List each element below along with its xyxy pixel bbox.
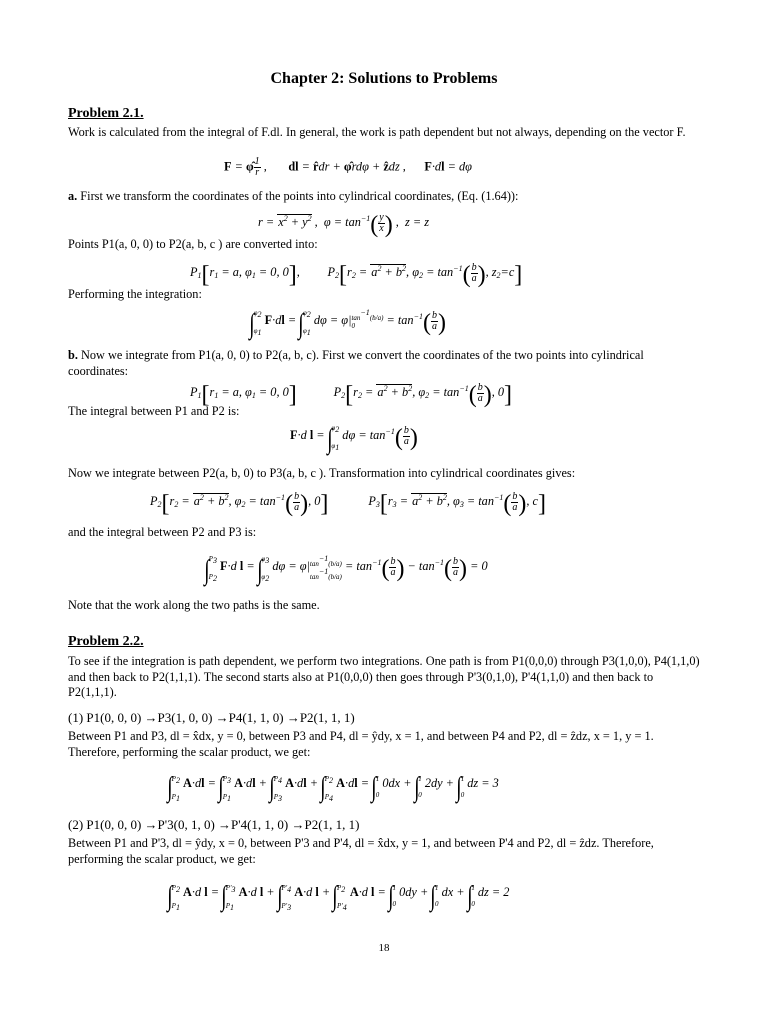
problem-2-1-part-b: [68, 348, 700, 379]
equation-field-definitions: F = φ̂ $\frac{1}{r}$ , dl = r̂dr + φ̂rdφ + ẑdz , F·dl = dφ: [224, 156, 472, 178]
equation-path-2: $\int P_2$ $P_1$ A·d $l = \int P'_3$ $P_1$ A·d $l + \int P'_4$ $P'_3$ A·d $l + \int P_2$ $P'_4$ A·d l = ∫1 0 0dy + ∫1 0 dx + ∫1 0 dz = 2: [167, 881, 510, 912]
problem-2-1-intro: Work is calculated from the integral of F.dl. In general, the work is path dependent but not always, depending on the vector F.: [68, 125, 686, 139]
equation-integral-p1-p2: F·d $l = \int\varphi_2$ $\varphi_1$ $d\varphi = \tan^{-1}$( $\frac{b}{a}$ ): [290, 424, 418, 455]
path-2-description: Between P1 and P'3, dl = ŷdy, x = 0, between P'3 and P'4, dl = x̂dx, y = 1, and between P'4 and P2, dl = ẑdz. Therefore, performing the scalar product, we get:: [68, 836, 654, 866]
equation-part-b-coordinates: $P_1[r_1 = a$, $\varphi_1 = 0$, 0] $P_2[r_2 = a^2 + b^2$, $\varphi_2 = \tan^{-1}$( $\frac{b}{a}$ ), 0]: [190, 381, 513, 408]
path-1-description: Between P1 and P3, dl = x̂dx, y = 0, between P3 and P4, dl = ŷdy, x = 1, and between P4 and P2, dl = ẑdz, x = 1, y = 1. Therefore, performing the scalar product, we get:: [68, 729, 654, 759]
problem-2-1-part-a: [68, 189, 700, 205]
path-1-label: (1) P1(0, 0, 0) →P3(1, 0, 0) →P4(1, 1, 0) →P2(1, 1, 1): [68, 710, 355, 725]
problem-2-1-heading: Problem 2.1.: [68, 106, 144, 121]
equation-points-converted: $P_1[r_1 = a$, $\varphi_1 = 0$, 0], $P_2[r_2 = a^2 + b^2$, $\varphi_2 = \tan^{-1}$( $\frac{b}{a}$ ), $z_2=c$]: [190, 261, 523, 288]
equation-integral-p2-p3: $\int P_3$ $P_2$ F·d $l = \int\varphi_3$ $\varphi_2$ $d\varphi = \varphi|\tan^{-1}(b/a)$ $\tan^{-1}(b/a) = \tan^{-1}$( $\frac{b}{a}$ ) − $\tan^{-1}$( $\frac{b}{a}$ ) = 0: [204, 554, 488, 586]
problem-2-2-heading: Problem 2.2.: [68, 634, 144, 649]
page-number: 18: [378, 942, 390, 954]
part-b-label: b.: [68, 348, 78, 362]
equation-integration-a: $\int\varphi_2$ $\varphi_1$ $F\cdot dl = \int\varphi_2$ $\varphi_1$ $d\varphi = \varphi|\tan^{-1}(b/a)$ $0 = \tan^{-1}$( $\frac{b}{a}$ ): [249, 308, 446, 340]
equation-cylindrical-transform: $r = x^2 + y^2$ , $\varphi = \tan^{-1}$( $\frac{y}{x}$ ) , z = z: [258, 211, 430, 238]
performing-integration-text: Performing the integration:: [68, 287, 202, 301]
problem-2-2-intro: To see if the integration is path dependent, we perform two integrations. One path is from P1(0,0,0) through P3(1,0,0), P4(1,1,0) and then back to P2(1,1,1). The second starts also at P1(0,0,0) then goes through P'3(0,1,0), P'4(1,1,0) and then back to P2(1,1,1).: [68, 654, 700, 699]
integral-between-text: The integral between P1 and P2 is:: [68, 404, 240, 418]
path-2-label: (2) P1(0, 0, 0) →P'3(0, 1, 0) →P'4(1, 1, 0) →P2(1, 1, 1): [68, 817, 360, 832]
equation-path-1: $\int P_2$ $P_1$ $A\cdot dl = \int P_3$ $P_1$ $A\cdot dl + \int P_4$ $P_3$ $A\cdot dl + \int P_2$ $P_4$ A·dl = ∫1 0 0dx + ∫1 0 2dy + ∫1 0 dz = 3: [167, 772, 499, 803]
part-b-text: Now we integrate from P1(a, 0, 0) to P2(a, b, c). First we convert the coordinates of the two points into cylindrical coordinates:: [68, 348, 644, 378]
equation-p2-p3-coordinates: $P_2[r_2 = a^2 + b^2$, $\varphi_2 = \tan^{-1}$( $\frac{b}{a}$ ), 0] $P_3[r_3 = a^2 + b^2$, $\varphi_3 = \tan^{-1}$( $\frac{b}{a}$ ), c]: [150, 490, 546, 517]
and-integral-text: and the integral between P2 and P3 is:: [68, 525, 257, 539]
points-conversion-text: Points P1(a, 0, 0) to P2(a, b, c ) are converted into:: [68, 237, 318, 251]
part-a-text: First we transform the coordinates of the points into cylindrical coordinates, (Eq. (1.64)):: [77, 189, 519, 203]
result-path-1: = 3: [481, 776, 499, 790]
part-a-label: a.: [68, 189, 78, 203]
note-text: Note that the work along the two paths is the same.: [68, 598, 320, 612]
now-integrate-text: Now we integrate between P2(a, b, 0) to P3(a, b, c ). Transformation into cylindrical coordinates gives:: [68, 466, 576, 480]
page-title: Chapter 2: Solutions to Problems: [270, 70, 498, 87]
result-path-2: = 2: [491, 885, 510, 899]
